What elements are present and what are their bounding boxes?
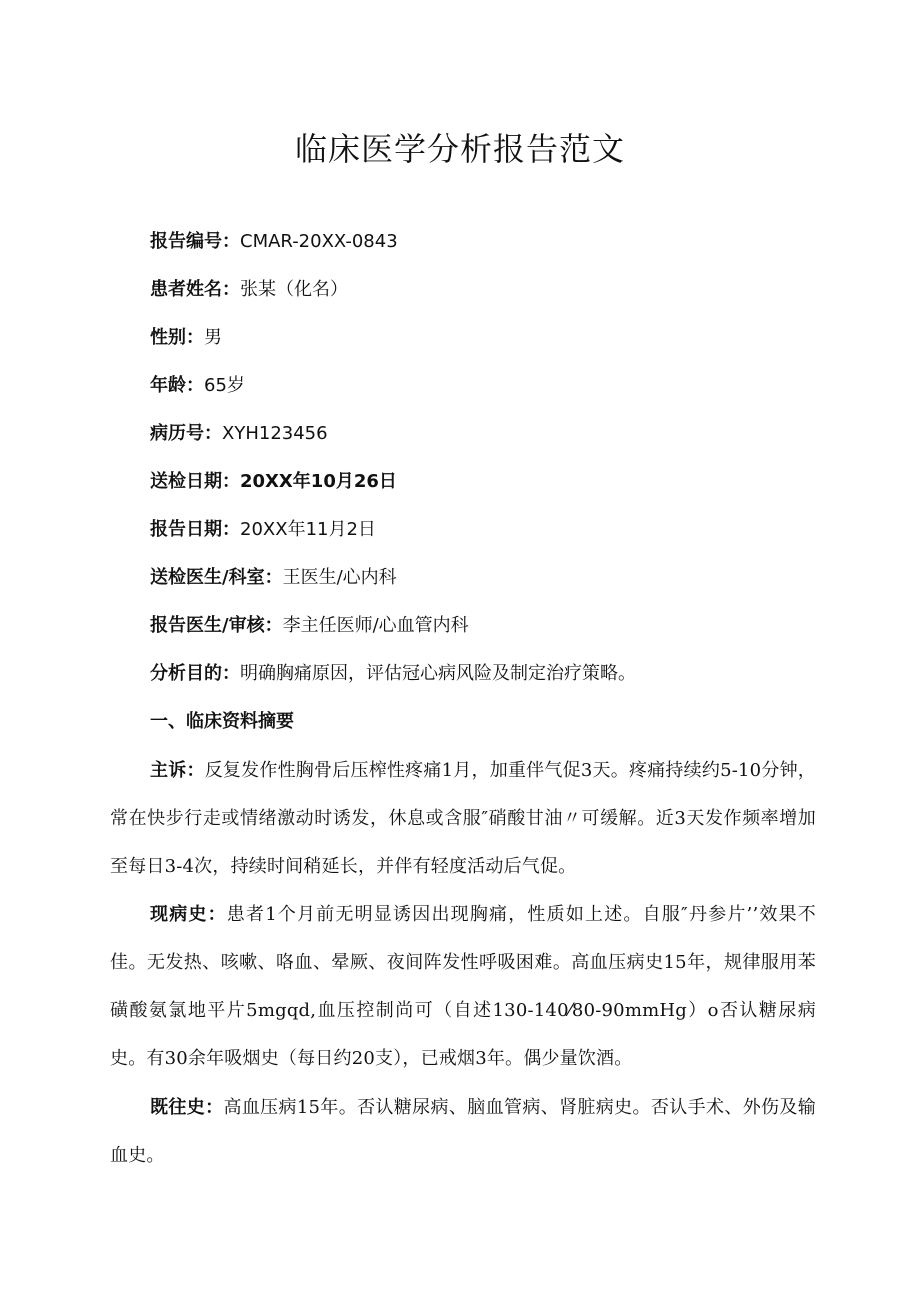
field-value: 20XX年10月26日: [240, 471, 397, 492]
field-value: 20XX年11月2日: [240, 519, 376, 540]
field-gender: [150, 325, 222, 351]
field-label: 病历号：: [150, 423, 222, 444]
field-label: 报告编号：: [150, 231, 240, 252]
paragraph-text: 患者1个月前无明显诱因出现胸痛，性质如上述。自服″丹参片’’效果不佳。无发热、咳嗽、咯血、晕厥、夜间阵发性呼吸困难。高血压病史15年，规律服用苯磺酸氨氯地平片5mgqd,血压控制尚可（自述130-140⁄80-90mmHg）o否认糖尿病史。有30余年吸烟史（每日约20支），已戒烟3年。偶少量饮酒。: [110, 904, 816, 1069]
paragraph-chief-complaint: [110, 747, 816, 891]
field-value: 男: [204, 327, 222, 348]
field-reporting-doctor: [150, 613, 469, 639]
field-submitting-doctor: [150, 565, 397, 591]
paragraph-text: 高血压病15年。否认糖尿病、脑血管病、肾脏病史。否认手术、外伤及输血史。: [110, 1097, 816, 1166]
field-label: 患者姓名：: [150, 279, 240, 300]
field-report-number: [150, 229, 398, 255]
field-value: 明确胸痛原因，评估冠心病风险及制定治疗策略。: [240, 663, 636, 684]
field-analysis-purpose: [150, 661, 636, 687]
field-label: 报告医生/审核：: [150, 615, 283, 636]
paragraph-label: 主诉：: [150, 760, 205, 781]
field-value: 65岁: [204, 375, 245, 396]
field-value: XYH123456: [222, 423, 328, 444]
field-label: 性别：: [150, 327, 204, 348]
field-age: [150, 373, 245, 399]
section-heading: 一、临床资料摘要: [150, 711, 294, 732]
field-submit-date: [150, 469, 397, 495]
paragraph-label: 现病史：: [150, 904, 227, 925]
field-label: 送检医生/科室：: [150, 567, 283, 588]
field-label: 报告日期：: [150, 519, 240, 540]
paragraph-text: 反复发作性胸骨后压榨性疼痛1月，加重伴气促3天。疼痛持续约5-10分钟，常在快步行走或情绪激动时诱发，休息或含服″硝酸甘油〃可缓解。近3天发作频率增加至每日3-4次，持续时间稍延长，并伴有轻度活动后气促。: [110, 760, 816, 877]
field-value: 李主任医师/心血管内科: [282, 615, 469, 636]
field-report-date: [150, 517, 376, 543]
field-value: 张某（化名）: [240, 279, 348, 300]
document-title: 临床医学分析报告范文: [294, 130, 625, 168]
paragraph-present-illness: [110, 891, 816, 1083]
field-value: 王医生/心内科: [282, 567, 397, 588]
field-label: 分析目的：: [150, 663, 240, 684]
field-patient-name: [150, 277, 348, 303]
field-value: CMAR-20XX-0843: [240, 231, 398, 252]
field-record-number: [150, 421, 328, 447]
paragraph-label: 既往史：: [150, 1097, 224, 1118]
paragraph-past-history: [110, 1084, 816, 1180]
field-label: 年龄：: [150, 375, 204, 396]
field-label: 送检日期：: [150, 471, 240, 492]
